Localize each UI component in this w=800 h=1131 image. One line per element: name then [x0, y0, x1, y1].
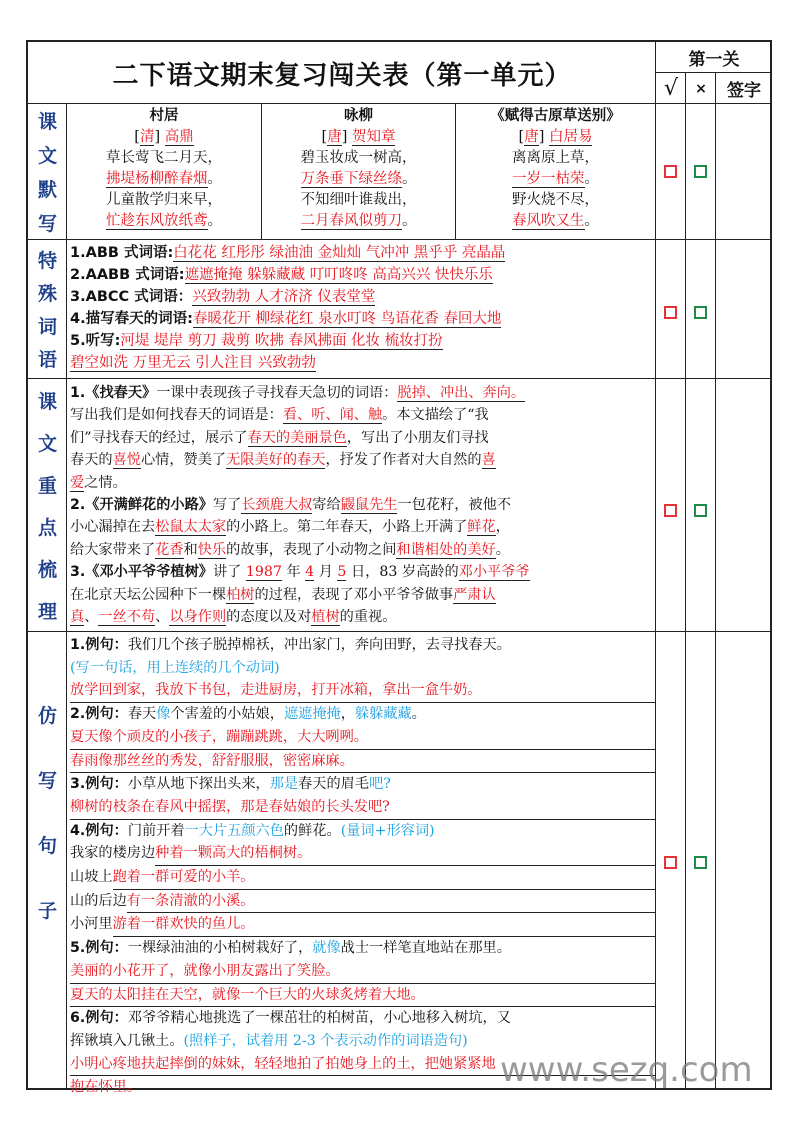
sign-column-header: 签字 [727, 81, 761, 101]
section-label-words [28, 240, 67, 378]
text: 在北京天坛公园种下一棵 [70, 586, 227, 603]
divider [715, 72, 716, 1088]
keyword: 那是 [269, 776, 299, 793]
example-head: 6.例句： [70, 1010, 128, 1027]
text-line [70, 773, 655, 796]
prompt-text: 山的后边 [70, 892, 127, 909]
word-prefix: 2.AABB 式词语: [70, 267, 185, 283]
check-box-wrong[interactable] [694, 504, 707, 517]
text-line [70, 561, 655, 583]
answer-text: 无限美好的春天 [226, 452, 326, 469]
answer-text: 春天的美丽景色 [247, 429, 347, 446]
poem-dynasty: 唐 [524, 129, 539, 145]
poem-line: 离离原上草， [512, 150, 599, 166]
text: 给大家带来了 [70, 541, 156, 558]
text: 的小路上。第二年春天，小路上开满了 [226, 519, 468, 536]
text-line [70, 842, 655, 866]
check-box-correct[interactable] [664, 306, 677, 319]
label-char: 子 [37, 900, 57, 922]
answer-text: 脱掉、冲出、奔向。 [397, 385, 526, 401]
poem-line-fill [456, 211, 655, 232]
answer-text: 碧空如洗 万里无云 引人注目 兴致勃勃 [70, 355, 316, 371]
check-column-header: √ [663, 76, 679, 101]
text: ，写出了小朋友们寻找 [346, 429, 489, 446]
label-char: 课 [37, 390, 57, 413]
review-table [26, 40, 772, 1096]
text: 和 [183, 541, 198, 558]
poem-author: 高鼎 [164, 129, 194, 145]
punct: 。 [402, 213, 417, 229]
answer-text: 长颈鹿大叔 [241, 497, 313, 514]
text: 一棵绿油油的小柏树栽好了， [127, 940, 313, 957]
watermark: www.sezq.com [500, 1050, 753, 1090]
word-row [70, 264, 655, 286]
punct: 。 [584, 171, 599, 187]
check-box-wrong[interactable] [694, 165, 707, 178]
poem-fudegu [456, 104, 655, 240]
text: 、 [155, 609, 170, 626]
text-line [70, 539, 655, 561]
example-head: 1.例句： [70, 637, 128, 653]
answer-text: 爱 [70, 474, 85, 491]
text: 写了 [212, 497, 242, 514]
answer-text: 春雨像那丝丝的秀发，舒舒服服，密密麻麻。 [70, 750, 655, 774]
lesson-title: 3.《邓小平爷爷植树》 [70, 564, 213, 581]
text: 的态度以及对 [226, 609, 312, 626]
label-char: 默 [37, 178, 57, 201]
lesson-title: 1.《找春天》 [70, 385, 157, 401]
word-row [70, 352, 655, 374]
text: 。 [495, 541, 510, 558]
poem-line-fill [67, 169, 261, 190]
keyword: 吧? [369, 776, 391, 793]
check-box-correct[interactable] [664, 504, 677, 517]
answer-text: 忙趁东风放纸鸢 [106, 213, 208, 229]
text: 一课中表现孩子寻找春天急切的词语： [156, 385, 398, 401]
text-line [70, 382, 655, 404]
level-header: 第一关 [688, 49, 740, 70]
page-title: 二下语文期末复习闯关表（第一单元） [112, 60, 572, 91]
example-head: 3.例句： [70, 776, 128, 793]
word-prefix: 4.描写春天的词语: [70, 311, 193, 327]
poem-author-line: [清] 高鼎 [134, 129, 194, 145]
check-box-wrong[interactable] [694, 856, 707, 869]
text-line [70, 516, 655, 538]
word-row [70, 330, 655, 352]
answer-text: 1987 [245, 564, 282, 581]
answer-text: 5 [337, 564, 347, 581]
answer-text: 二月春风似剪刀 [300, 213, 402, 229]
poem-author-line: [唐] 白居易 [518, 129, 593, 145]
poem-cunju [67, 104, 261, 240]
text-line [70, 866, 655, 890]
answer-text: 跑着一群可爱的小羊。 [113, 866, 655, 890]
word-prefix: 5.听写: [70, 333, 121, 349]
text-line [70, 494, 655, 516]
text: 的过程，表现了邓小平爷爷做事 [254, 586, 454, 603]
poem-line-fill [67, 211, 261, 232]
poem-line-fill [262, 211, 455, 232]
answer-text: 小明心疼地扶起摔倒的妹妹，轻轻地拍了拍她身上的土，把她紧紧地 [70, 1053, 655, 1077]
hint-text: (量词+形容词) [340, 822, 435, 839]
answer-text: 兴致勃勃 人才济济 仪表堂堂 [192, 289, 376, 305]
answer-text: 柳树的枝条在春风中摇摆，那是春姑娘的长头发吧? [70, 796, 655, 820]
answer-text: 植树 [311, 609, 340, 626]
keyword: 遮遮掩掩 [283, 706, 341, 723]
poem-line-fill [262, 169, 455, 190]
text: 月 [314, 564, 338, 581]
answer-text: 夏天的太阳挂在天空，就像一个巨大的火球炙烤着大地。 [70, 984, 655, 1008]
text: 春天的 [70, 452, 113, 469]
label-char: 理 [37, 600, 57, 623]
divider [685, 72, 686, 1088]
punct: 。 [207, 213, 222, 229]
hint-text: (写一句话，用上连续的几个动词) [70, 659, 280, 676]
text: 挥锹填入几锹土。 [70, 1032, 184, 1049]
answer-text: 4 [305, 564, 315, 581]
text: 的鲜花。 [283, 822, 341, 839]
lesson-title: 2.《开满鲜花的小路》 [70, 497, 213, 514]
answer-text: 真 [70, 609, 85, 626]
text: 小心漏掉在去 [70, 519, 156, 536]
poem-line: 碧玉妆成一树高， [300, 150, 417, 166]
key-points [70, 382, 655, 628]
text: 一包花籽，被他不 [397, 497, 511, 514]
example-head: 2.例句： [70, 706, 128, 723]
text-line [70, 404, 655, 426]
label-char: 仿 [37, 705, 57, 727]
label-char: 写 [37, 212, 57, 235]
text: 门前开着 [127, 822, 185, 839]
answer-text: 一岁一枯荣 [512, 171, 585, 187]
check-box-correct[interactable] [664, 856, 677, 869]
answer-text: 种着一颗高大的梧桐树。 [155, 842, 655, 866]
divider [655, 42, 656, 1088]
answer-text: 鼹鼠先生 [340, 497, 398, 514]
punct: 。 [584, 213, 599, 229]
text: 之情。 [84, 474, 127, 491]
poem-line: 不知细叶谁裁出， [300, 192, 417, 208]
check-box-correct[interactable] [664, 165, 677, 178]
answer-text: 抱在怀里。 [70, 1079, 141, 1096]
keyword: 一大片五颜六色 [184, 822, 284, 839]
answer-text: 快乐 [197, 541, 227, 558]
text: 小草从地下探出头来， [127, 776, 270, 793]
text: 。本文描绘了“我 [382, 407, 489, 424]
answer-text: 春风吹又生 [512, 213, 585, 229]
text: 个害羞的小姑娘， [170, 706, 284, 723]
poem-author: 白居易 [548, 129, 593, 145]
poem-yongliu [262, 104, 455, 240]
poem-line: 草长莺飞二月天， [106, 150, 222, 166]
text-line [70, 937, 655, 960]
section-label-key-points [28, 379, 67, 631]
answer-text: 喜 [481, 452, 496, 469]
text-line [70, 890, 655, 914]
text: 们”寻找春天的经过，展示了 [70, 429, 248, 446]
answer-text: 放学回到家，我放下书包，走进厨房，打开冰箱，拿出一盒牛奶。 [70, 679, 655, 703]
text-line [70, 472, 655, 494]
word-row [70, 286, 655, 308]
text: 邓爷爷精心地挑选了一棵茁壮的柏树苗，小心地移入树坑，又 [127, 1010, 511, 1027]
answer-text: 遮遮掩掩 躲躲藏藏 叮叮咚咚 高高兴兴 快快乐乐 [184, 267, 493, 283]
answer-text: 万条垂下绿丝绦 [300, 171, 402, 187]
answer-text: 鲜花 [467, 519, 496, 536]
poem-author-line: [唐] 贺知章 [321, 129, 396, 145]
answer-text: 美丽的小花开了，就像小朋友露出了笑脸。 [70, 960, 655, 984]
prompt-text: 山坡上 [70, 869, 113, 886]
text: 的故事，表现了小动物之间 [226, 541, 397, 558]
poem-title: 村居 [149, 108, 179, 124]
poem-title: 《赋得古原草送别》 [490, 108, 621, 124]
answer-text: 和谐相处的美好 [396, 541, 496, 558]
example-head: 4.例句： [70, 822, 128, 839]
label-char: 文 [37, 145, 57, 168]
answer-text: 以身作则 [169, 609, 227, 626]
punct: 。 [402, 171, 417, 187]
label-char: 写 [37, 770, 57, 792]
poem-dynasty: 唐 [327, 129, 342, 145]
text: 寄给 [312, 497, 341, 514]
label-char: 句 [37, 835, 57, 857]
word-row [70, 308, 655, 330]
text: 春天 [127, 706, 157, 723]
label-char: 词 [37, 316, 57, 338]
answer-text: 春暖花开 柳绿花红 泉水叮咚 鸟语花香 春回大地 [192, 311, 502, 327]
answer-text: 花香 [155, 541, 184, 558]
special-words [70, 242, 655, 374]
poem-line: 野火烧不尽， [512, 192, 599, 208]
text-line [70, 427, 655, 449]
answer-text: 喜悦 [112, 452, 141, 469]
label-char: 梳 [37, 558, 57, 581]
label-char: 课 [37, 111, 57, 134]
answer-text: 一丝不苟 [98, 609, 156, 626]
text: ， [495, 519, 510, 536]
answer-text: 邓小平爷爷 [458, 564, 530, 581]
label-char: 殊 [37, 283, 57, 305]
text: 讲了 [212, 564, 246, 581]
answer-text: 柏树 [226, 586, 255, 603]
poem-author: 贺知章 [351, 129, 396, 145]
label-char: 特 [37, 250, 57, 272]
answer-text: 松鼠太太家 [155, 519, 227, 536]
word-prefix: 3.ABCC 式词语： [70, 289, 193, 305]
text-line [70, 584, 655, 606]
keyword: 像 [156, 706, 171, 723]
divider [655, 72, 772, 73]
text: 战士一样笔直地站在那里。 [340, 940, 511, 957]
answer-text: 有一条清澈的小溪。 [127, 890, 655, 914]
answer-text: 拂堤杨柳醉春烟 [106, 171, 208, 187]
keyword: 就像 [312, 940, 341, 957]
poem-title: 咏柳 [344, 108, 373, 124]
text-line [70, 1007, 655, 1030]
answer-text: 河堤 堤岸 剪刀 裁剪 吹拂 春风拂面 化妆 梳妆打扮 [120, 333, 443, 349]
text-line [70, 606, 655, 628]
text: 、 [84, 609, 99, 626]
answer-text: 看、听、闻、触 [282, 407, 383, 424]
text-line [70, 634, 655, 657]
poem-line: 儿童散学归来早， [106, 192, 222, 208]
example-head: 5.例句： [70, 940, 128, 957]
text: 年 [281, 564, 306, 581]
poem-dynasty: 清 [139, 129, 155, 145]
word-row [70, 242, 655, 264]
text: 我们几个孩子脱掉棉袄，冲出家门，奔向田野，去寻找春天。 [127, 637, 511, 653]
cross-column-header: × [695, 80, 707, 97]
check-box-wrong[interactable] [694, 306, 707, 319]
text: 写出我们是如何找春天的词语是： [70, 407, 283, 424]
label-char: 语 [37, 349, 57, 371]
text: ，抒发了作者对大自然的 [325, 452, 482, 469]
section-label-imitation [28, 682, 67, 942]
answer-text: 游着一群欢快的鱼儿。 [113, 913, 655, 937]
text: ， [340, 706, 355, 723]
text: 的重视。 [339, 609, 397, 626]
imitation-sentences [70, 634, 655, 1099]
punct: 。 [207, 171, 222, 187]
prompt-text: 小河里 [70, 916, 113, 933]
keyword: 躲躲藏藏 [354, 706, 412, 723]
text: 。 [411, 706, 426, 723]
label-char: 文 [37, 432, 57, 455]
text: 春天的眉毛 [298, 776, 370, 793]
text: 心情，赞美了 [140, 452, 227, 469]
text-line [70, 703, 655, 726]
answer-text: 白花花 红彤彤 绿油油 金灿灿 气冲冲 黑乎乎 亮晶晶 [173, 245, 506, 261]
label-char: 点 [37, 516, 57, 539]
divider [28, 378, 772, 379]
text: 日，83 岁高龄的 [346, 564, 459, 581]
label-char: 重 [37, 474, 57, 497]
prompt-text: 我家的楼房边 [70, 845, 156, 862]
text-line [70, 449, 655, 471]
word-prefix: 1.ABB 式词语: [70, 245, 174, 261]
section-label-poems [28, 104, 67, 239]
answer-text: 夏天像个顽皮的小孩子，蹦蹦跳跳，大大咧咧。 [70, 726, 655, 750]
answer-text: 严肃认 [453, 586, 496, 603]
poem-line-fill [456, 169, 655, 190]
divider [28, 631, 772, 632]
hint-text: (照样子，试着用 2-3 个表示动作的词语造句) [183, 1032, 468, 1049]
text-line [70, 913, 655, 937]
text-line [70, 820, 655, 843]
